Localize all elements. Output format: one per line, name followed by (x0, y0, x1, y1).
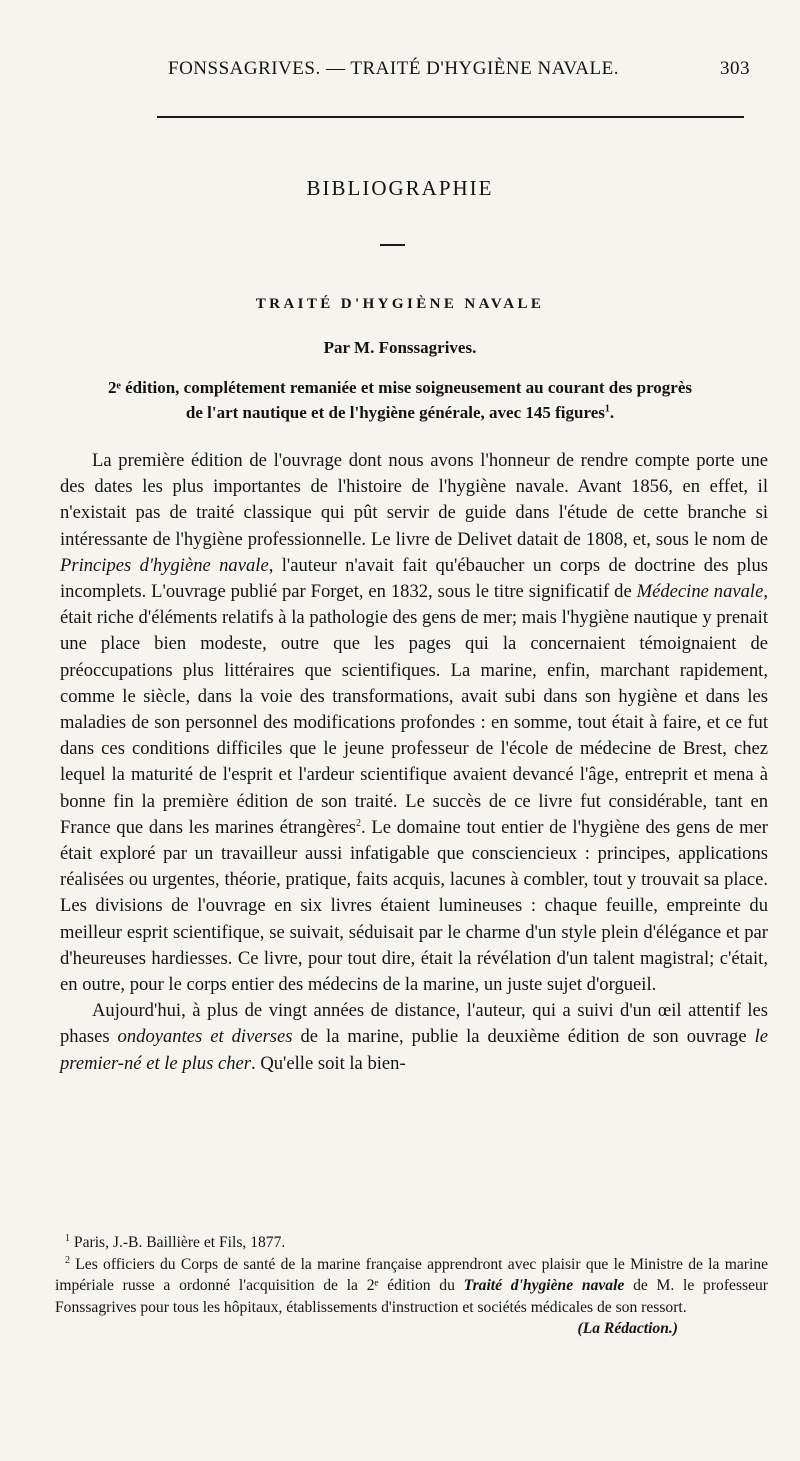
paragraph-2 (60, 998, 768, 1077)
text-run: . Qu'elle soit la bien- (251, 1052, 406, 1074)
paragraph-1 (60, 448, 768, 998)
edition-text: 2ᵉ édition, complétement remaniée et mise soigneusement au courant des progrès de l'art nautique et de l'hygiène générale, avec 145 figures (107, 378, 693, 422)
italic-phrase: le premier-né et le plus cher (60, 1026, 768, 1074)
author-line: Par M. Fonssagrives. (323, 338, 477, 357)
page-number: 303 (720, 58, 750, 79)
text-run: , l'auteur n'avait fait qu'ébaucher un corps de doctrine des plus incomplets. L'ouvrage publié par Forget, en 1832, sous le titre significatif de (60, 554, 768, 603)
footnote-text: Paris, J.-B. Baillière et Fils, 1877. (73, 1234, 286, 1251)
footnote-ref-2: 2 (356, 817, 362, 829)
book-title: TRAITÉ D'HYGIÈNE NAVALE (255, 296, 545, 312)
footnote-mark: 2 (65, 1254, 70, 1266)
italic-title: Médecine navale (636, 581, 764, 603)
edition-description: 2ᵉ édition, complétement remaniée et mise soigneusement au courant des progrès de l'art nautique et de l'hygiène générale, avec 145 figures$^1$. (107, 378, 693, 422)
text-run: Aujourd'hui, à plus de vingt années de distance, l'auteur, qui a suivi d'un œil attentif les phases (60, 1000, 768, 1048)
text-run: de la marine, publie la deuxième édition de son ouvrage (292, 1026, 755, 1048)
italic-title: Traité d'hygiène navale (463, 1277, 625, 1295)
footnote-text: de M. le professeur Fonssagrives pour tous les hôpitaux, établissements d'instruction et sociétés médicales de son ressort. (55, 1277, 769, 1316)
header-rule (157, 116, 744, 118)
text-run: , était riche d'éléments relatifs à la pathologie des gens de mer; mais l'hygiène nautique y prenait une place bien modeste, outre que les pages qui la concernaient témoignaient de préoccupations plus littéraires que scientifiques. La marine, enfin, marchant rapidement, comme le siècle, dans la voie des transformations, avait subi dans son hygiène et dans les maladies de son personnel des modifications profondes : en somme, tout était à faire, et ce fut dans ces conditions difficiles que le jeune professeur de l'école de médecine de Brest, chez lequel la maturité de l'esprit et l'ardeur scientifique avaient devancé l'âge, entreprit et mena à bonne fin la première édition de son traité. Le succès de ce livre fut considérable, tant en France que dans les marines étrangères (60, 581, 768, 838)
text-run: . Le domaine tout entier de l'hygiène des gens de mer était exploré par un travailleur aussi infatigable que consciencieux : principes, applications réalisées ou urgentes, théorie, pratique, faits acquis, lacunes à combler, tout y trouvait sa place. Les divisions de l'ouvrage en six livres étaient lumineuses : chaque feuille, empreinte du meilleur esprit scientifique, se suivait, séduisait par le charme d'un style plein d'élégance et par d'heureuses hardiesses. Ce livre, pour tout dire, était la révélation d'un talent magistral; c'était, en outre, pour le corps entier des médecins de la marine, un juste sujet d'orgueil. (60, 816, 768, 996)
running-header (168, 58, 768, 88)
footnotes (55, 1232, 768, 1340)
text-run: La première édition de l'ouvrage dont nous avons l'honneur de rendre compte porte une des dates les plus importantes de l'histoire de l'hygiène navale. Avant 1856, en effet, il n'existait pas de traité classique qui pût servir de guide dans l'étude de cette branche si intéressante de l'hygiène professionnelle. Le livre de Delivet datait de 1808, et, sous le nom de (60, 450, 768, 550)
footnote-2 (55, 1254, 768, 1319)
footnote-1 (55, 1232, 768, 1254)
review-body (60, 448, 768, 1077)
section-title: BIBLIOGRAPHIE (306, 176, 494, 200)
section-divider (380, 244, 405, 246)
footnote-text: Les officiers du Corps de santé de la marine française apprendront avec plaisir que le Ministre de la marine impériale russe a ordonné l'acquisition de la 2ᵉ édition du (55, 1255, 768, 1295)
italic-title: Principes d'hygiène navale (60, 554, 269, 576)
italic-phrase: ondoyantes et diverses (117, 1026, 293, 1048)
footnote-ref-1: 1 (604, 403, 610, 415)
editorial-signoff: (La Rédaction.) (577, 1320, 678, 1338)
footnote-mark: 1 (65, 1232, 70, 1244)
running-title: FONSSAGRIVES. — TRAITÉ D'HYGIÈNE NAVALE. (168, 58, 619, 79)
